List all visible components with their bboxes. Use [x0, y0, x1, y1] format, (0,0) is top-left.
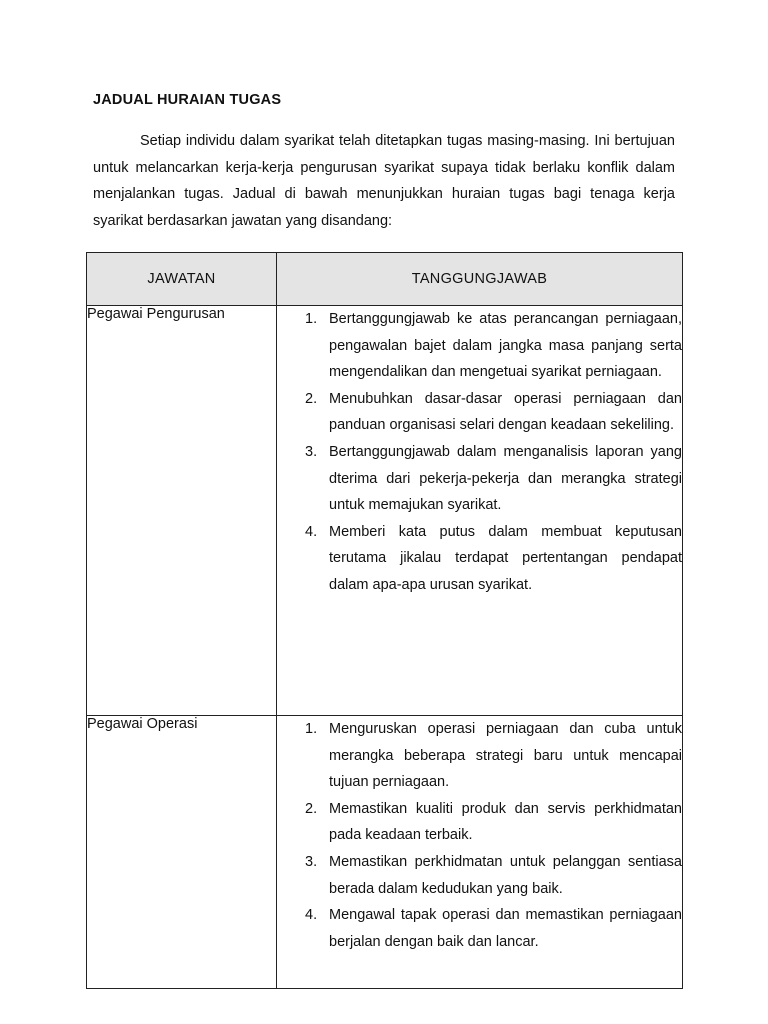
duty-item: [277, 796, 682, 849]
duty-item: [277, 716, 682, 796]
intro-paragraph: Setiap individu dalam syarikat telah ditetapkan tugas masing-masing. Ini bertujuan untuk melancarkan kerja-kerja pengurusan syarikat supaya tidak berlaku konflik dalam menjalankan tugas. Jadual di bawah menunjukkan huraian tugas bagi tenaga kerja syarikat berdasarkan jawatan yang disandang:: [93, 133, 675, 230]
duty-item: [277, 849, 682, 902]
duty-number: 2.: [305, 390, 318, 407]
duty-item: [277, 902, 682, 955]
duty-list: [277, 716, 682, 955]
duty-item: [277, 439, 682, 519]
duty-item: [277, 306, 682, 386]
table-header-row: [87, 253, 683, 306]
duty-text: Memastikan kualiti produk dan servis perkhidmatan pada keadaan terbaik.: [329, 800, 682, 844]
duty-number: 3.: [305, 853, 318, 870]
duty-item: [277, 519, 682, 599]
role-cell: Pegawai Pengurusan: [87, 306, 277, 716]
duty-number: 3.: [305, 443, 318, 460]
header-tanggungjawab: TANGGUNGJAWAB: [277, 253, 683, 306]
duties-table: [86, 252, 683, 989]
duty-text: Bertanggungjawab ke atas perancangan perniagaan, pengawalan bajet dalam jangka masa panjang serta mengendalikan dan mengetuai syarikat perniagaan.: [329, 311, 682, 381]
table-row: [87, 306, 683, 716]
duty-item: [277, 386, 682, 439]
duty-cell: [277, 306, 683, 716]
duty-text: Menubuhkan dasar-dasar operasi perniagaan dan panduan organisasi selari dengan keadaan sekeliling.: [329, 390, 682, 434]
document-title: JADUAL HURAIAN TUGAS: [93, 92, 282, 108]
duty-text: Memastikan perkhidmatan untuk pelanggan sentiasa berada dalam kedudukan yang baik.: [329, 853, 682, 897]
duty-number: 2.: [305, 800, 318, 817]
duty-number: 4.: [305, 907, 318, 924]
duty-list: [277, 306, 682, 599]
role-cell: Pegawai Operasi: [87, 716, 277, 989]
header-jawatan: JAWATAN: [87, 253, 277, 306]
duty-text: Bertanggungjawab dalam menganalisis laporan yang dterima dari pekerja-pekerja dan merangka strategi untuk memajukan syarikat.: [329, 443, 682, 514]
duty-cell: [277, 716, 683, 989]
duty-number: 1.: [305, 721, 318, 737]
duty-text: Menguruskan operasi perniagaan dan cuba untuk merangka beberapa strategi baru untuk mencapai tujuan perniagaan.: [329, 721, 682, 791]
table-row: [87, 716, 683, 989]
duty-text: Mengawal tapak operasi dan memastikan perniagaan berjalan dengan baik dan lancar.: [329, 907, 682, 950]
duty-number: 1.: [305, 311, 318, 327]
duty-text: Memberi kata putus dalam membuat keputusan terutama jikalau terdapat pertentangan pendapat dalam apa-apa urusan syarikat.: [329, 523, 682, 593]
duty-number: 4.: [305, 523, 318, 540]
